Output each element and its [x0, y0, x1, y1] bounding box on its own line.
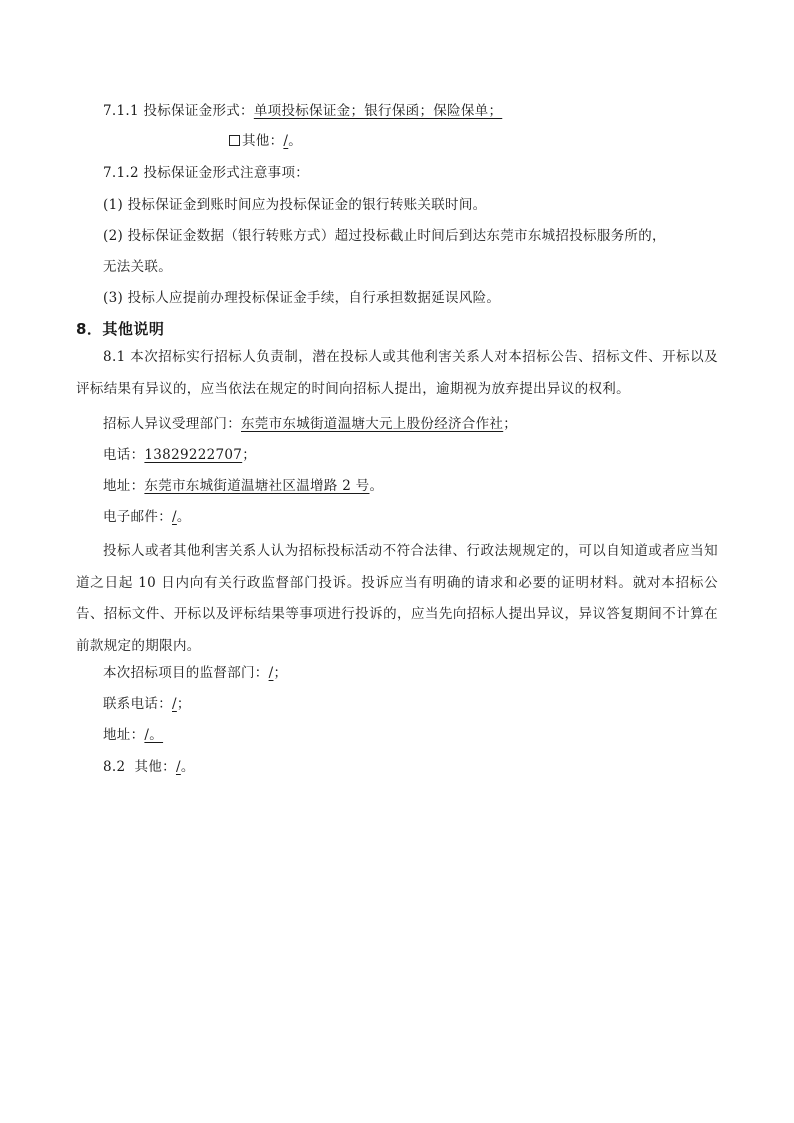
contact-phone-label: 联系电话： — [103, 696, 172, 712]
bid-bond-note-2-cont: 无法关联。 — [103, 259, 172, 275]
bid-bond-form-label: 7.1.1 投标保证金形式： — [103, 103, 254, 119]
supervision-dept-end: ； — [273, 665, 288, 681]
supervision-dept-line — [103, 663, 287, 683]
bid-bond-form-line — [103, 101, 502, 121]
phone-end: ； — [242, 447, 256, 463]
address-end: 。 — [369, 478, 384, 494]
contact-phone-line — [103, 694, 191, 714]
contact-phone-value: / — [172, 696, 177, 712]
supervision-address-line — [103, 725, 163, 745]
supervision-address-label: 地址： — [103, 727, 145, 743]
bid-bond-other-line — [229, 131, 302, 151]
paragraph-8-2-line — [103, 757, 195, 777]
section-heading-other-notes: 8．其他说明 — [76, 320, 165, 338]
bid-bond-note-3: (3) 投标人应提前办理投标保证金手续，自行承担数据延误风险。 — [103, 290, 501, 306]
other-value: / — [283, 133, 289, 149]
other-end: 。 — [288, 133, 303, 149]
paragraph-8-2-label: 8.2 其他： — [103, 759, 176, 775]
phone-label: 电话： — [103, 447, 145, 463]
other-checkbox[interactable] — [229, 135, 240, 146]
complaint-paragraph: 投标人或者其他利害关系人认为招标投标活动不符合法律、行政法规规定的，可以自知道或者应当知道之日起 10 日内向有关行政监督部门投诉。投诉应当有明确的请求和必要的证明材料。就对本招标公告、招标文件、开标以及评标结果等事项进行投诉的，应当先向招标人提出异议，异议答复期间不计算在前款规定的期限内。 — [76, 543, 718, 654]
paragraph-8-2-end: 。 — [180, 759, 195, 775]
supervision-dept-value: / — [268, 665, 274, 681]
email-line — [103, 507, 191, 527]
bid-bond-notes-title: 7.1.2 投标保证金形式注意事项： — [103, 165, 310, 181]
bid-bond-note-1: (1) 投标保证金到账时间应为投标保证金的银行转账关联时间。 — [103, 197, 487, 213]
contact-phone-end: ； — [176, 696, 191, 712]
bid-bond-form-value: 单项投标保证金；银行保函；保险保单； — [253, 103, 503, 119]
supervision-dept-label: 本次招标项目的监督部门： — [103, 665, 269, 681]
paragraph-8-1: 8.1 本次招标实行招标人负责制，潜在投标人或其他利害关系人对本招标公告、招标文件、开标以及评标结果有异议的，应当依法在规定的时间向招标人提出，逾期视为放弃提出异议的权利。 — [76, 349, 718, 397]
phone-line — [103, 445, 256, 465]
phone-value: 13829222707 — [144, 447, 243, 463]
supervision-address-value: /。 — [144, 727, 164, 743]
objection-dept-end: ； — [503, 416, 518, 432]
address-line — [103, 476, 383, 496]
objection-dept-line — [103, 414, 517, 434]
other-label: 其他： — [242, 133, 284, 149]
email-label: 电子邮件： — [103, 509, 172, 525]
objection-dept-label: 招标人异议受理部门： — [103, 416, 241, 432]
bid-bond-note-2: (2) 投标保证金数据（银行转账方式）超过投标截止时间后到达东莞市东城招投标服务所的， — [103, 228, 666, 244]
email-end: 。 — [176, 509, 191, 525]
email-value: / — [172, 509, 177, 525]
address-value: 东莞市东城街道温塘社区温增路 2 号 — [144, 478, 370, 494]
objection-dept-value: 东莞市东城街道温塘大元上股份经济合作社 — [241, 416, 504, 432]
address-label: 地址： — [103, 478, 145, 494]
paragraph-8-2-value: / — [175, 759, 181, 775]
